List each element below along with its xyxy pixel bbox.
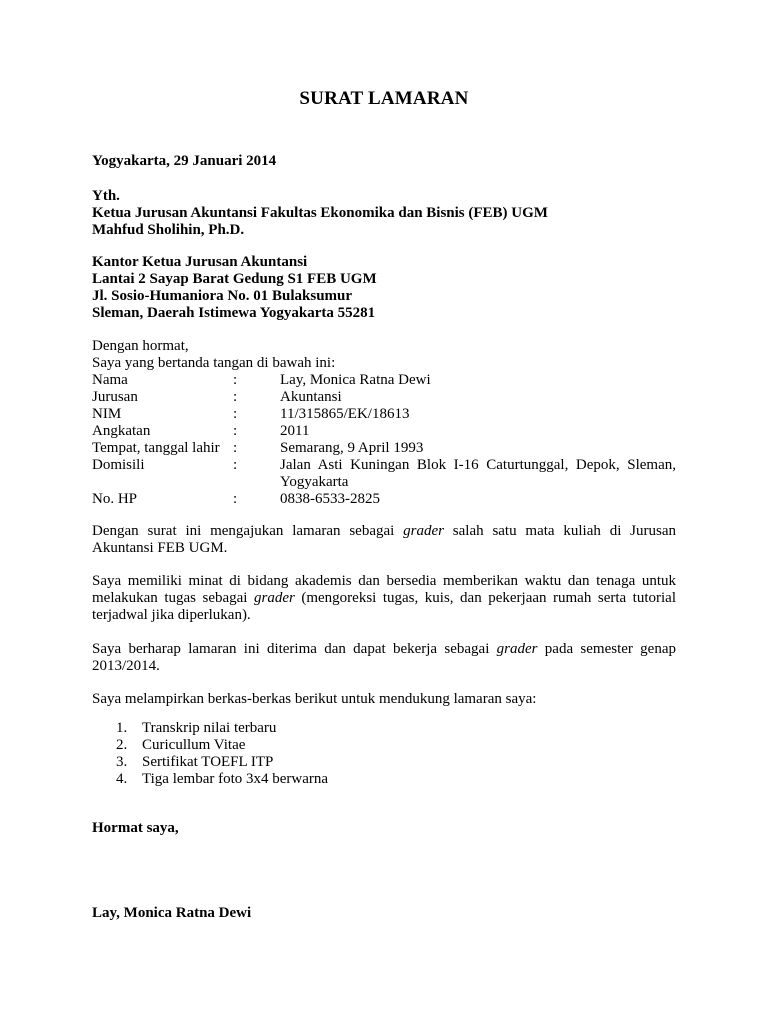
paragraph-text: (mengoreksi tugas, kuis, dan pekerjaan rumah serta tutorial terjadwal jika diperlukan). xyxy=(92,590,677,623)
detail-separator: : xyxy=(233,389,238,405)
recipient-position: Ketua Jurusan Akuntansi Fakultas Ekonomika dan Bisnis (FEB) UGM xyxy=(92,205,548,221)
list-number: 4. xyxy=(116,771,128,787)
paragraph-hope xyxy=(92,641,676,675)
attachment-list xyxy=(92,720,676,788)
greeting-line: Saya yang bertanda tangan di bawah ini: xyxy=(92,355,336,371)
office-line: Kantor Ketua Jurusan Akuntansi xyxy=(92,254,308,270)
list-text: Tiga lembar foto 3x4 berwarna xyxy=(142,771,329,787)
greeting-line: Dengan hormat, xyxy=(92,338,189,354)
signature-name: Lay, Monica Ratna Dewi xyxy=(92,905,252,921)
detail-label: Domisili xyxy=(92,457,145,473)
detail-separator: : xyxy=(233,440,238,456)
paragraph-text: pada semester genap 2013/2014. xyxy=(92,641,676,674)
detail-value: Akuntansi xyxy=(280,389,342,405)
detail-value-line: Jalan Asti Kuningan Blok I-16 Caturtunggal, Depok, Sleman, xyxy=(280,457,676,473)
list-text: Transkrip nilai terbaru xyxy=(142,720,277,736)
detail-value: 11/315865/EK/18613 xyxy=(280,406,410,422)
paragraph-text: Saya berharap lamaran ini diterima dan dapat bekerja sebagai xyxy=(92,641,497,657)
paragraph-emphasis: grader xyxy=(403,523,444,539)
detail-label: NIM xyxy=(92,406,122,422)
paragraph-text: salah satu mata kuliah di Jurusan Akuntansi FEB UGM. xyxy=(92,523,677,556)
recipient-name: Mahfud Sholihin, Ph.D. xyxy=(92,222,245,238)
detail-label: Nama xyxy=(92,372,128,388)
detail-row-nama xyxy=(92,372,676,389)
paragraph-attachments-intro: Saya melampirkan berkas-berkas berikut untuk mendukung lamaran saya: xyxy=(92,691,537,707)
detail-separator: : xyxy=(233,406,238,422)
list-item xyxy=(92,720,676,737)
detail-row-angkatan xyxy=(92,423,676,440)
paragraph-emphasis: grader xyxy=(496,641,538,657)
paragraph-text: Saya memiliki minat di bidang akademis dan bersedia memberikan waktu dan tenaga untuk melakukan tugas sebagai xyxy=(92,573,676,606)
detail-row-ttl xyxy=(92,440,676,457)
letter-title: SURAT LAMARAN xyxy=(299,88,469,109)
detail-label: Angkatan xyxy=(92,423,151,439)
paragraph-text: Dengan surat ini mengajukan lamaran sebagai xyxy=(92,523,404,539)
detail-label: Tempat, tanggal lahir xyxy=(92,440,220,456)
detail-value-line: Yogyakarta xyxy=(280,474,349,490)
detail-value: 0838-6533-2825 xyxy=(280,491,380,507)
detail-separator: : xyxy=(233,372,238,388)
detail-value: Lay, Monica Ratna Dewi xyxy=(280,372,431,388)
list-number: 3. xyxy=(116,754,128,770)
closing: Hormat saya, xyxy=(92,820,179,836)
recipient-block xyxy=(92,188,676,239)
detail-separator: : xyxy=(233,457,238,473)
office-line: Sleman, Daerah Istimewa Yogyakarta 55281 xyxy=(92,305,376,321)
greeting xyxy=(92,338,676,372)
applicant-details xyxy=(92,372,676,508)
detail-separator: : xyxy=(233,491,238,507)
list-number: 2. xyxy=(116,737,128,753)
list-text: Sertifikat TOEFL ITP xyxy=(142,754,274,770)
paragraph-interest xyxy=(92,573,676,624)
list-item xyxy=(92,771,676,788)
paragraph-application xyxy=(92,523,676,557)
detail-separator: : xyxy=(233,423,238,439)
paragraph-emphasis: grader xyxy=(254,590,295,606)
detail-value-multiline xyxy=(280,457,676,491)
office-line: Jl. Sosio-Humaniora No. 01 Bulaksumur xyxy=(92,288,353,304)
detail-label: No. HP xyxy=(92,491,138,507)
detail-row-domisili xyxy=(92,457,676,491)
date-line: Yogyakarta, 29 Januari 2014 xyxy=(92,153,277,169)
detail-row-nim xyxy=(92,406,676,423)
list-text: Curicullum Vitae xyxy=(142,737,246,753)
detail-row-hp xyxy=(92,491,676,508)
detail-value: Semarang, 9 April 1993 xyxy=(280,440,424,456)
list-item xyxy=(92,754,676,771)
detail-value: 2011 xyxy=(280,423,310,439)
detail-row-jurusan xyxy=(92,389,676,406)
recipient-salutation: Yth. xyxy=(92,188,120,204)
detail-label: Jurusan xyxy=(92,389,138,405)
list-item xyxy=(92,737,676,754)
list-number: 1. xyxy=(116,720,128,736)
office-address xyxy=(92,254,676,322)
office-line: Lantai 2 Sayap Barat Gedung S1 FEB UGM xyxy=(92,271,377,287)
